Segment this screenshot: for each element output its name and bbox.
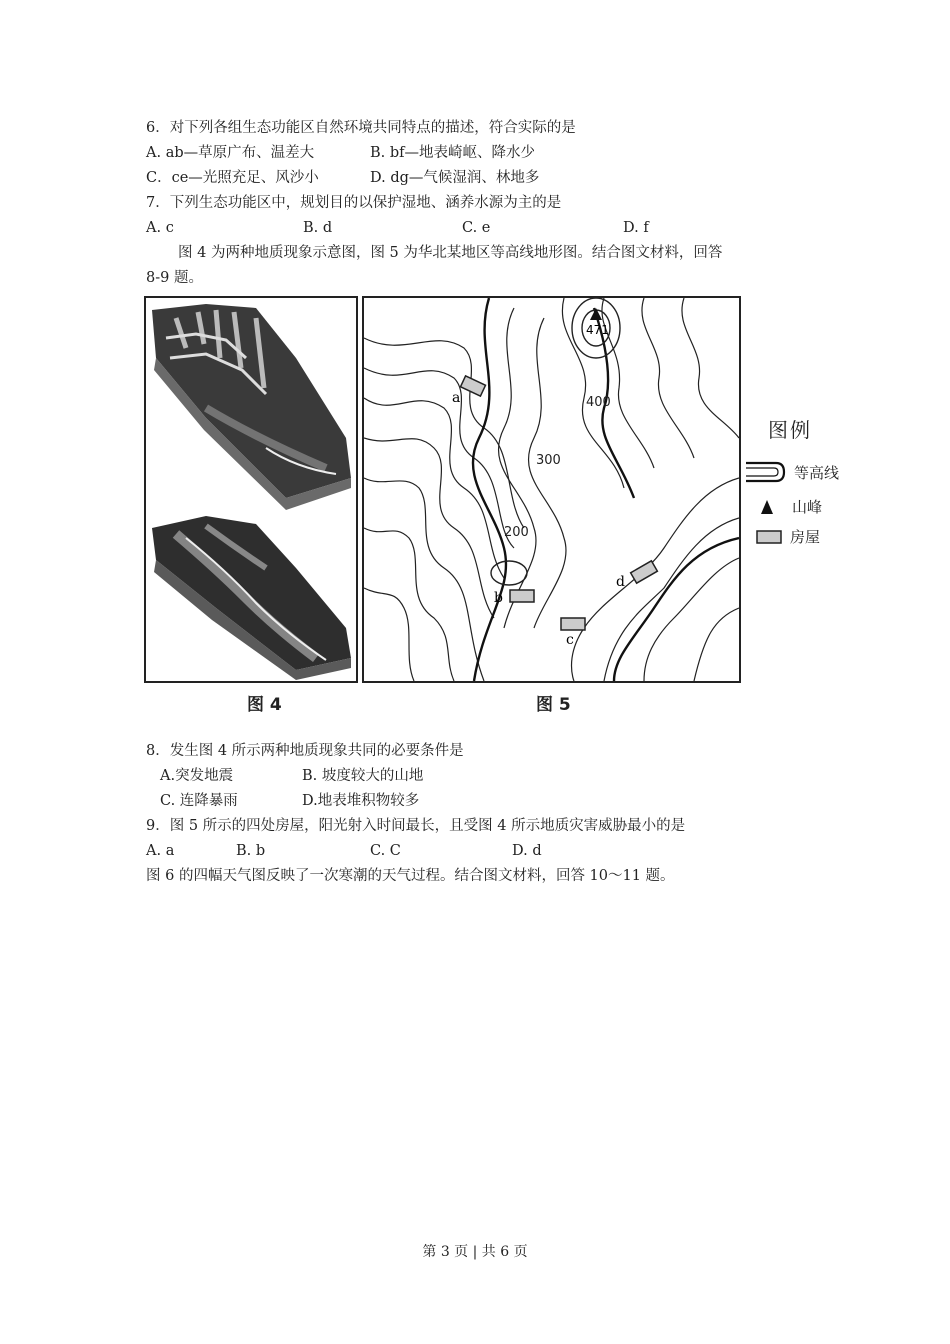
question-6-options-row1 <box>146 143 535 163</box>
house-a <box>452 376 486 406</box>
question-7-option-d: D. f <box>623 220 649 236</box>
figure-4-caption: 图 4 <box>247 695 282 715</box>
figure-4 <box>144 296 358 683</box>
question-8-option-a: A.突发地震 <box>160 768 234 784</box>
legend-contour <box>746 461 839 483</box>
question-6-option-c: C．ce—光照充足、风沙小 <box>146 170 319 186</box>
question-7-option-a: A. c <box>146 220 174 236</box>
question-9-option-c: C. C <box>370 843 401 859</box>
question-8-option-d: D.地表堆积物较多 <box>302 793 420 809</box>
question-8-option-c: C. 连降暴雨 <box>160 793 238 809</box>
peak-legend-icon <box>760 499 774 515</box>
house-label-a: a <box>452 390 461 406</box>
landslide-illustration <box>152 304 351 510</box>
question-7-stem: 7．下列生态功能区中，规划目的以保护湿地、涵养水源为主的是 <box>146 195 562 211</box>
house-d <box>616 561 657 590</box>
peak-icon <box>590 308 602 320</box>
intro-figures-4-5-cont: 8-9 题。 <box>146 270 203 286</box>
legend-peak-label: 山峰 <box>792 498 823 516</box>
question-9-option-a: A. a <box>146 843 175 859</box>
page-footer: 第 3 页 | 共 6 页 <box>422 1244 528 1260</box>
house-label-d: d <box>616 574 625 590</box>
question-9-option-d: D. d <box>512 843 542 859</box>
question-6-stem: 6．对下列各组生态功能区自然环境共同特点的描述，符合实际的是 <box>146 120 576 136</box>
question-7-option-c: C. e <box>462 220 491 236</box>
intro-figures-4-5: 图 4 为两种地质现象示意图，图 5 为华北某地区等高线地形图。结合图文材料，回答 <box>178 245 723 261</box>
question-6-option-b: B. bf—地表崎岖、降水少 <box>370 145 536 161</box>
figure-5-contour-map <box>362 296 741 683</box>
legend-house <box>756 526 820 547</box>
question-8-options-row1 <box>160 766 423 786</box>
contour-label-300: 300 <box>536 453 561 468</box>
question-7-options <box>146 218 649 238</box>
question-9-option-b: B. b <box>236 843 266 859</box>
contour-label-400: 400 <box>586 395 611 410</box>
house-label-b: b <box>494 590 503 606</box>
contour-legend-icon <box>746 461 786 483</box>
question-6-option-d: D. dg—气候湿润、林地多 <box>370 170 540 186</box>
house-label-c: c <box>566 632 574 648</box>
contour-label-471: 471 <box>586 323 609 337</box>
house-legend-icon <box>756 530 782 544</box>
question-9-stem: 9．图 5 所示的四处房屋，阳光射入时间最长，且受图 4 所示地质灾害威胁最小的是 <box>146 818 686 834</box>
legend-house-label: 房屋 <box>790 528 821 546</box>
question-6-options-row2 <box>146 168 539 188</box>
question-8-option-b: B. 坡度较大的山地 <box>302 768 424 784</box>
figure-4-illustration <box>146 298 356 681</box>
question-6-option-a: A. ab—草原广布、温差大 <box>146 145 315 161</box>
legend-title: 图例 <box>768 418 812 442</box>
debris-flow-illustration <box>152 516 351 680</box>
house-b <box>494 590 534 606</box>
question-8-stem: 8．发生图 4 所示两种地质现象共同的必要条件是 <box>146 743 464 759</box>
legend-peak <box>760 496 822 517</box>
intro-figure-6: 图 6 的四幅天气图反映了一次寒潮的天气过程。结合图文材料，回答 10～11 题。 <box>146 868 675 884</box>
contour-map-svg <box>364 298 739 681</box>
question-9-options <box>146 841 542 861</box>
question-8-options-row2 <box>160 791 419 811</box>
contour-label-200: 200 <box>504 525 529 540</box>
question-7-option-b: B. d <box>303 220 333 236</box>
legend-contour-label: 等高线 <box>794 463 840 482</box>
figure-5-caption: 图 5 <box>536 695 571 715</box>
